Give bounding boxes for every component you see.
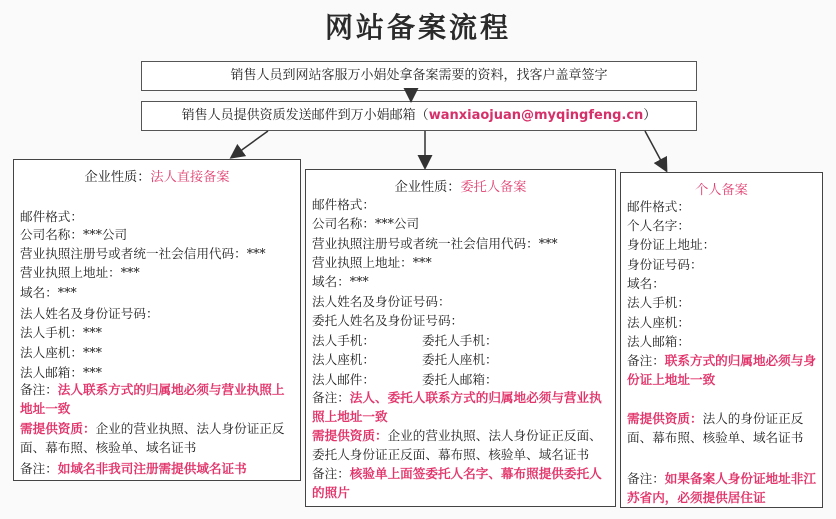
required-text: 企业的营业执照、法人身份证正反面、幕布照、核验单、域名证书 [20, 421, 285, 455]
list-item: 邮件格式： [312, 197, 375, 212]
list-item: 委托人姓名及身份证号码： [312, 313, 464, 328]
required-docs [312, 426, 609, 464]
note-label: 备注： [627, 471, 665, 486]
title-type: 法人直接备案 [150, 170, 230, 185]
note-text: 联系方式的归属地必须与身份证上地址一致 [627, 353, 816, 387]
note-residence [627, 469, 816, 507]
list-item: 公司名称：***公司 [20, 227, 128, 242]
pair-row [312, 369, 498, 388]
list-item: 法人手机：*** [20, 325, 102, 340]
legal-phone-label: 法人手机： [312, 333, 375, 348]
note-text: 如域名非我司注册需提供域名证书 [57, 461, 247, 476]
required-docs [627, 409, 816, 447]
list-item: 法人姓名及身份证号码： [20, 306, 159, 321]
list-item: 法人座机：*** [20, 345, 102, 360]
list-item: 法人手机： [627, 295, 690, 310]
box-title [306, 170, 615, 195]
note-label: 备注： [312, 466, 350, 481]
arrow-to-legal-person [232, 131, 268, 157]
required-text: 企业的营业执照、法人身份证正反面、委托人身份证正反面、幕布照、核验单、域名证书 [312, 428, 602, 462]
list-item: 邮件格式： [20, 209, 83, 224]
entrusted-email-label: 委托人邮箱： [422, 372, 498, 387]
entrusted-phone-label: 委托人手机： [422, 333, 498, 348]
list-item: 公司名称：***公司 [312, 216, 420, 231]
note-text: 法人、委托人联系方式的归属地必须与营业执照上地址一致 [312, 390, 602, 424]
entrusted-landline-label: 委托人座机： [422, 352, 498, 367]
pair-row [312, 349, 498, 368]
step-collect-materials: 销售人员到网站客服万小娟处拿备案需要的资料，找客户盖章签字 [141, 61, 697, 91]
pair-row [312, 330, 498, 349]
required-text: 法人的身份证正反面、幕布照、核验单、域名证书 [627, 411, 804, 445]
list-item: 域名：*** [20, 285, 77, 300]
note-contact [627, 351, 816, 389]
list-item: 营业执照上地址：*** [20, 265, 140, 280]
list-item: 法人邮箱： [627, 334, 690, 349]
note-label: 备注： [312, 390, 350, 405]
note-domain [20, 459, 294, 478]
box-title: 个人备案 [695, 183, 748, 198]
list-item: 营业执照上地址：*** [312, 255, 432, 270]
box-title [14, 160, 300, 185]
list-item: 域名：*** [312, 274, 369, 289]
note-text: 法人联系方式的归属地必须与营业执照上地址一致 [20, 382, 285, 416]
list-item: 身份证上地址： [627, 237, 716, 252]
list-item: 身份证号码： [627, 257, 703, 272]
list-item: 个人名字： [627, 218, 690, 233]
box-personal [620, 172, 823, 508]
list-item: 邮件格式： [627, 199, 690, 214]
title-prefix: 企业性质： [84, 170, 151, 185]
list-item: 法人座机： [627, 315, 690, 330]
list-item: 营业执照注册号或者统一社会信用代码：*** [20, 246, 266, 261]
note-contact [20, 380, 294, 418]
step-send-email-suffix: ） [643, 108, 657, 123]
required-docs [20, 419, 294, 457]
page-title: 网站备案流程 [324, 11, 511, 44]
list-item: 法人姓名及身份证号码： [312, 294, 451, 309]
list-item: 域名： [627, 276, 665, 291]
note-entrusted [312, 464, 609, 502]
title-type: 委托人备案 [460, 180, 527, 195]
legal-email-label: 法人邮件： [312, 372, 375, 387]
step-send-email-text: 销售人员提供资质发送邮件到万小娟邮箱（ [181, 108, 429, 123]
email-address: wanxiaojuan@myqingfeng.cn [428, 108, 644, 123]
required-label: 需提供资质： [20, 421, 96, 436]
note-label: 备注： [20, 382, 58, 397]
note-label: 备注： [20, 461, 58, 476]
note-contact [312, 388, 609, 426]
title-prefix: 企业性质： [394, 180, 461, 195]
note-text: 核验单上面签委托人名字、幕布照提供委托人的照片 [312, 466, 602, 500]
list-item: 法人邮箱：*** [20, 365, 102, 380]
arrow-to-personal [645, 131, 666, 170]
required-label: 需提供资质： [312, 428, 388, 443]
box-legal-person-direct [13, 159, 301, 481]
list-item: 营业执照注册号或者统一社会信用代码：*** [312, 236, 558, 251]
legal-landline-label: 法人座机： [312, 352, 375, 367]
note-label: 备注： [627, 353, 665, 368]
required-label: 需提供资质： [627, 411, 703, 426]
box-entrusted-person [305, 169, 616, 507]
step-send-email [141, 101, 697, 131]
note-text: 如果备案人身份证地址非江苏省内，必须提供居住证 [627, 471, 816, 505]
